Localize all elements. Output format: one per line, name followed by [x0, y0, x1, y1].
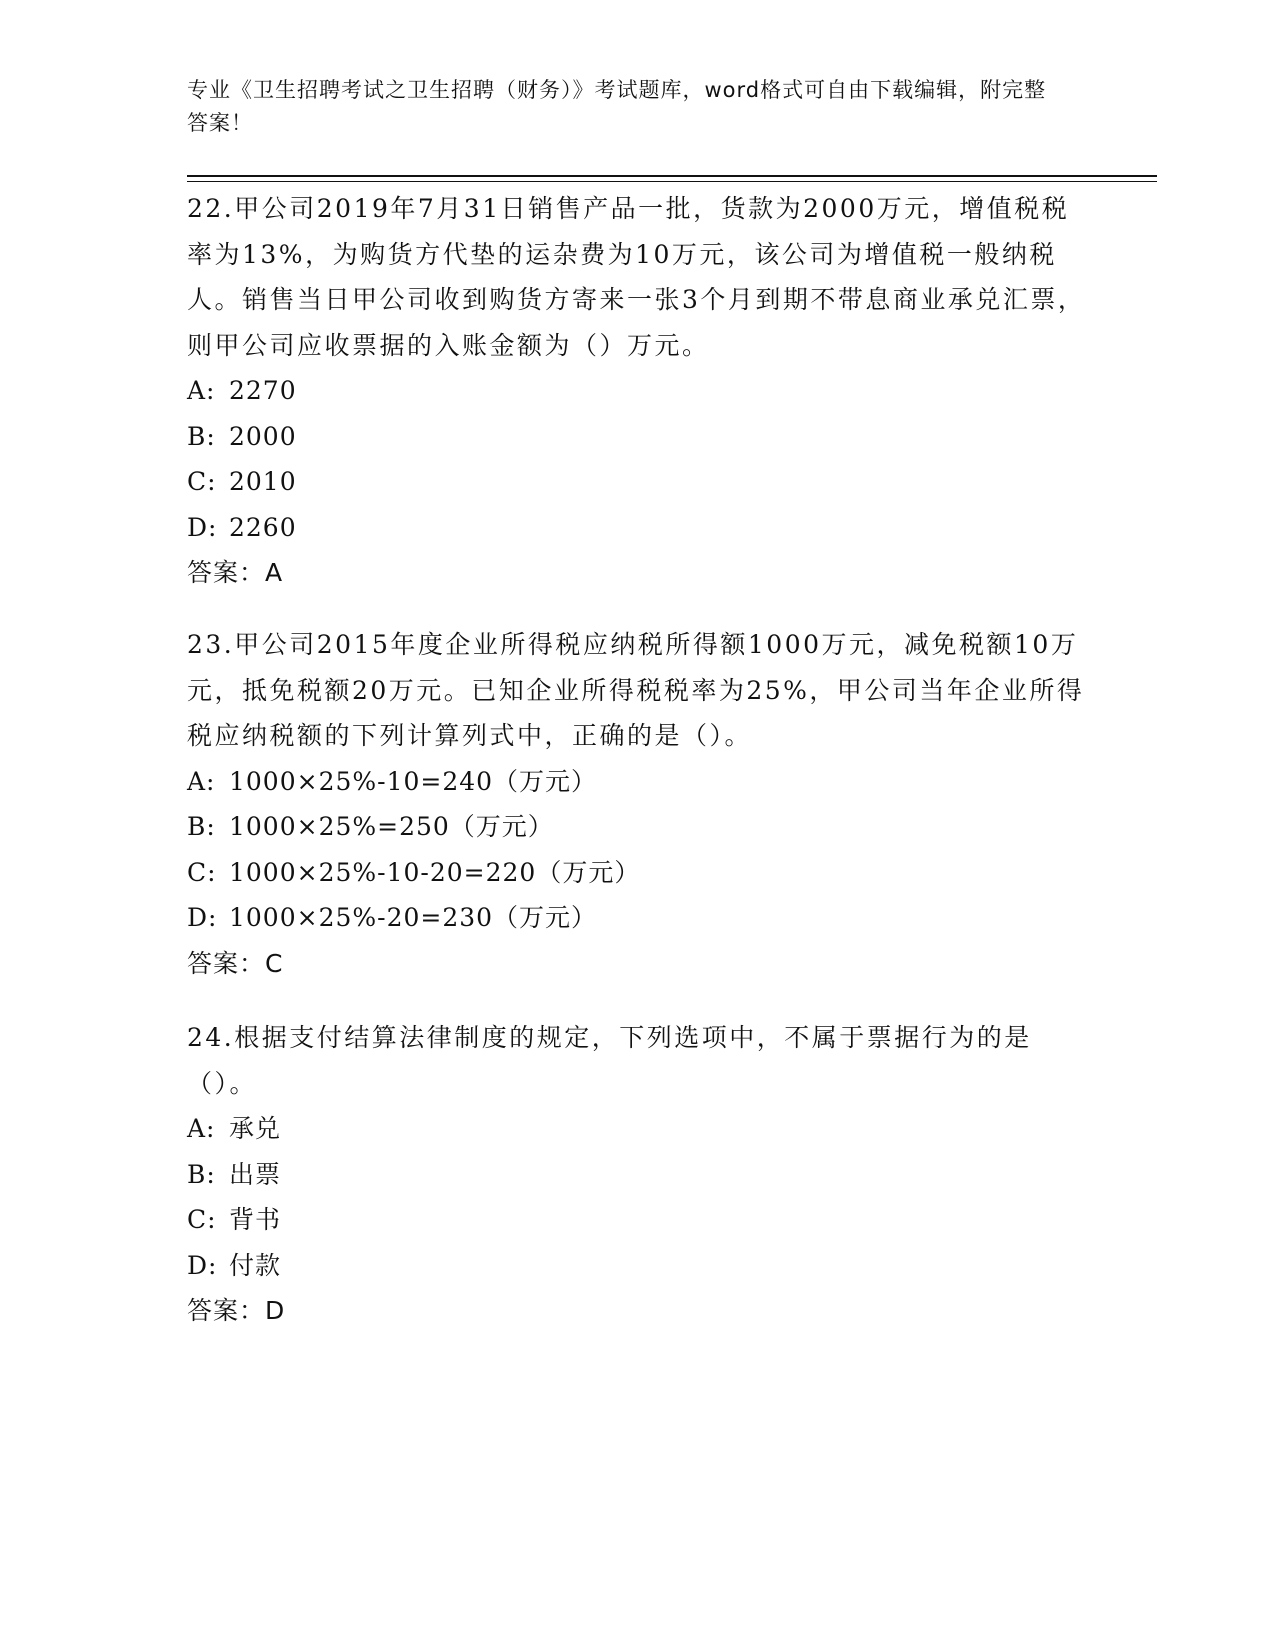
option-value: 1000×25%-10-20=220（万元） [229, 857, 641, 887]
option-b [187, 1152, 1087, 1198]
document-header: 专业《卫生招聘考试之卫生招聘（财务）》考试题库，word格式可自由下载编辑，附完整答案！ [187, 78, 1047, 135]
option-value: 1000×25%=250（万元） [229, 812, 554, 841]
question-text: 23.甲公司2015年度企业所得税应纳税所得额1000万元，减免税额10万元，抵免税额20万元。已知企业所得税税率为25%，甲公司当年企业所得税应纳税额的下列计算列式中，正确的是（）。 [187, 630, 1085, 750]
option-value: 2000 [229, 421, 297, 451]
option-letter: B: [187, 1159, 216, 1189]
option-b [187, 804, 1087, 850]
option-letter: A: [187, 766, 216, 796]
option-letter: D: [187, 512, 218, 542]
option-b [187, 414, 1087, 460]
option-value: 2260 [229, 512, 297, 542]
option-d [187, 1243, 1087, 1289]
option-letter: C: [187, 857, 217, 887]
answer-label: 答案：C [187, 948, 284, 978]
header-divider-thin [187, 181, 1157, 182]
question-text: 24.根据支付结算法律制度的规定，下列选项中，不属于票据行为的是（）。 [187, 1023, 1032, 1098]
header-divider-thick [187, 175, 1157, 177]
option-value: 背书 [229, 1205, 282, 1234]
option-a [187, 368, 1087, 414]
option-value: 承兑 [229, 1114, 282, 1143]
option-d [187, 505, 1087, 551]
option-value: 2010 [229, 467, 297, 496]
question-23 [187, 622, 1087, 986]
question-22 [187, 186, 1087, 596]
option-letter: A: [187, 376, 216, 405]
option-value: 1000×25%-20=230（万元） [229, 903, 598, 932]
option-c [187, 459, 1087, 505]
option-value: 付款 [229, 1250, 282, 1280]
option-letter: B: [187, 812, 216, 841]
option-value: 2270 [229, 376, 297, 405]
question-24 [187, 1015, 1087, 1334]
option-d [187, 895, 1087, 941]
option-a [187, 1106, 1087, 1152]
option-value: 1000×25%-10=240（万元） [229, 766, 598, 796]
answer-label: 答案：D [187, 1296, 286, 1325]
option-value: 出票 [229, 1159, 282, 1189]
option-letter: D: [187, 903, 218, 932]
option-letter: B: [187, 421, 216, 451]
option-c [187, 1197, 1087, 1243]
option-letter: D: [187, 1250, 218, 1280]
option-letter: C: [187, 1205, 217, 1234]
answer-label: 答案：A [187, 558, 284, 587]
option-a [187, 759, 1087, 805]
option-letter: A: [187, 1114, 216, 1143]
option-c [187, 850, 1087, 896]
question-text: 22.甲公司2019年7月31日销售产品一批，货款为2000万元，增值税税率为13%，为购货方代垫的运杂费为10万元，该公司为增值税一般纳税人。销售当日甲公司收到购货方寄来一张3个月到期不带息商业承兑汇票，则甲公司应收票据的入账金额为（）万元。 [187, 194, 1086, 360]
option-letter: C: [187, 467, 217, 496]
